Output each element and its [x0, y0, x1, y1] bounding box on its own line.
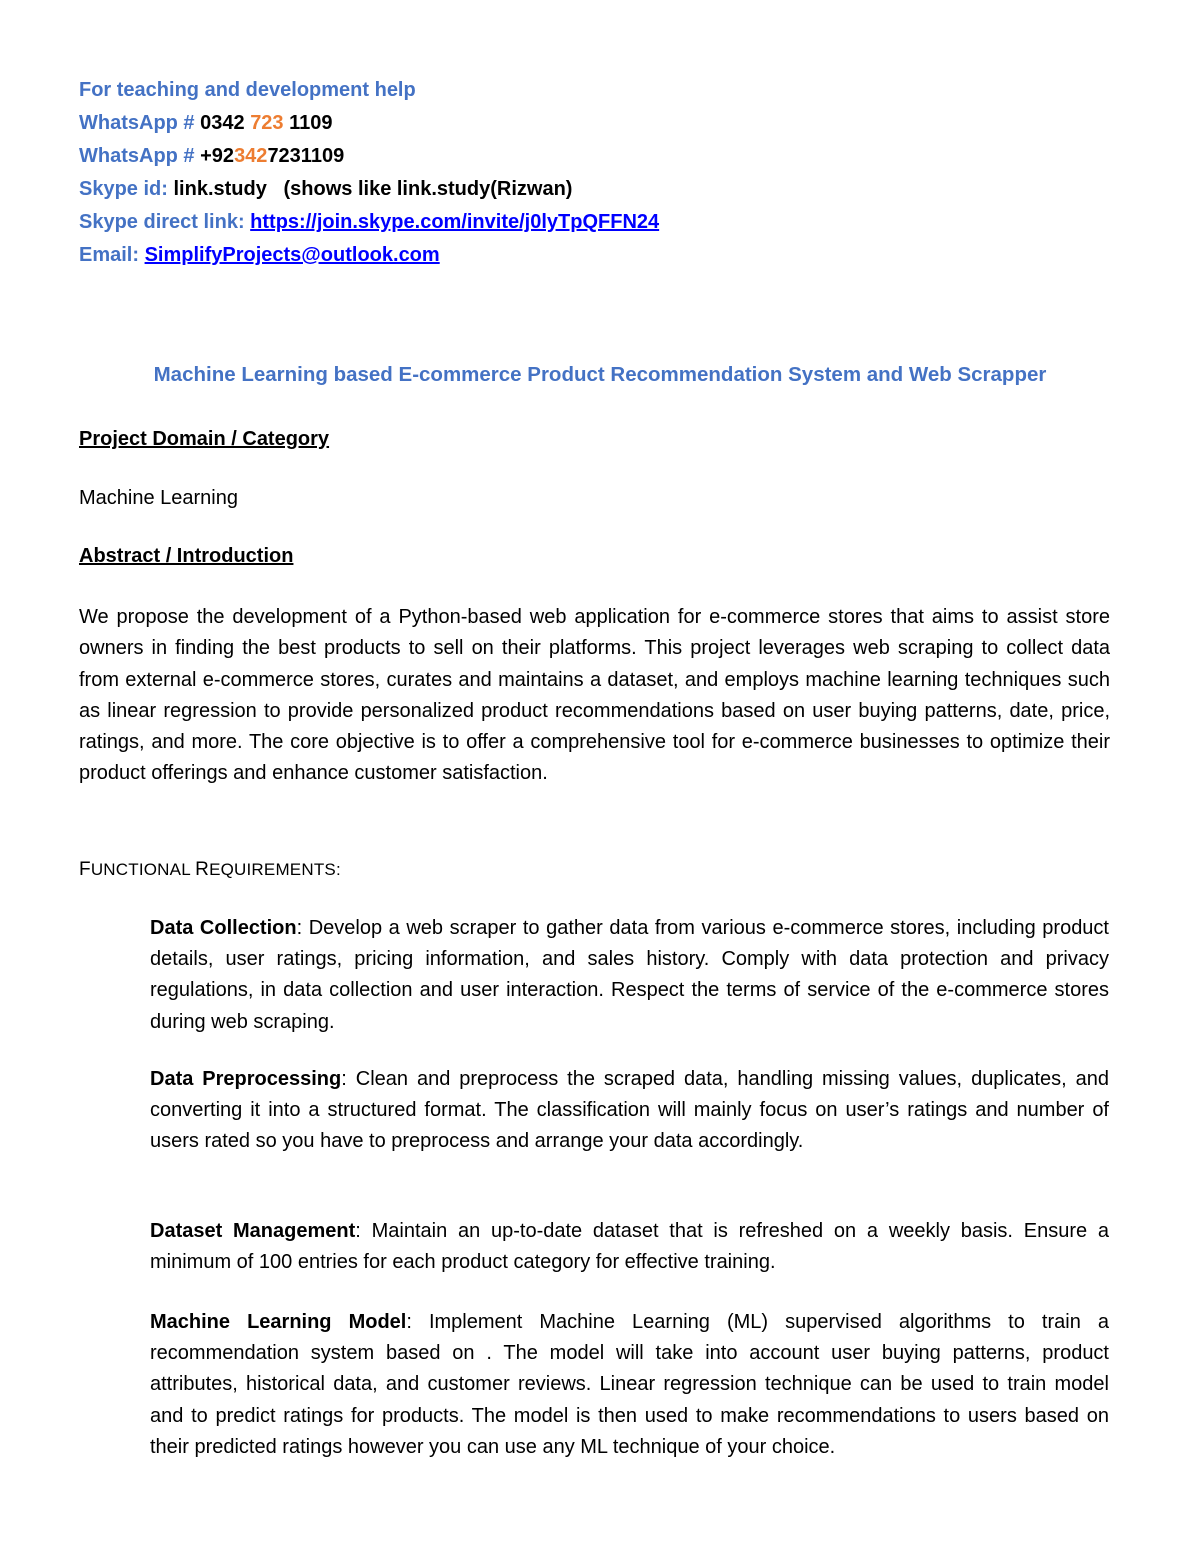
requirement-name: Machine Learning Model: [150, 1311, 407, 1333]
email-label: Email:: [79, 244, 145, 266]
skype-link-line: [79, 206, 659, 239]
skype-id-line: [79, 173, 659, 206]
abstract-heading: Abstract / Introduction: [79, 545, 294, 567]
whatsapp-number-part: 0342: [200, 112, 251, 134]
whatsapp-line-2: [79, 140, 659, 173]
whatsapp-number-part: 7231109: [267, 145, 345, 167]
requirement-text: : Develop a web scraper to gather data from various e-commerce stores, including product details, user ratings, pricing information, and sales history. Comply with data protection and privacy regulations, in data collection and user interaction. Respect the terms of service of the e-commerce stores during web scraping.: [150, 917, 1109, 1033]
abstract-paragraph: We propose the development of a Python-based web application for e-commerce stores that aims to assist store owners in finding the best products to sell on their platforms. This project leverages web scraping to collect data from external e-commerce stores, curates and maintains a dataset, and employs machine learning techniques such as linear regression to provide personalized product recommendations based on user buying patterns, date, price, ratings, and more. The core objective is to offer a comprehensive tool for e-commerce businesses to optimize their product offerings and enhance customer satisfaction.: [79, 606, 1110, 785]
whatsapp-number-part: 342: [234, 145, 268, 167]
requirement-name: Dataset Management: [150, 1220, 356, 1242]
requirement-name: Data Preprocessing: [150, 1068, 342, 1090]
domain-value: Machine Learning: [79, 487, 238, 509]
requirement-item: [150, 1307, 1109, 1463]
document-title: Machine Learning based E-commerce Product Recommendation System and Web Scrapper: [153, 363, 1047, 386]
requirement-item: [150, 1064, 1109, 1158]
whatsapp-number-part: 723: [250, 112, 284, 134]
heading-initial: F: [79, 859, 91, 880]
email-line: [79, 239, 659, 272]
heading-rest: EQUIREMENTS:: [209, 860, 341, 879]
requirement-text: : Maintain an up-to-date dataset that is refreshed on a weekly basis. Ensure a minimum of 100 entries for each product category for effective training.: [150, 1220, 1109, 1274]
contact-block: [79, 74, 659, 272]
requirement-item: [150, 913, 1109, 1038]
whatsapp-number-part: 1109: [283, 112, 333, 134]
requirement-text: : Clean and preprocess the scraped data, handling missing values, duplicates, and converting it into a structured format. The classification will mainly focus on user’s ratings and number of users rated so you have to preprocess and arrange your data accordingly.: [150, 1068, 1109, 1153]
functional-requirements-heading: [79, 859, 341, 881]
whatsapp-number-part: +92: [200, 145, 235, 167]
whatsapp-label: WhatsApp #: [79, 112, 201, 134]
skype-id-value: link.study (shows like link.study(Rizwan): [173, 178, 573, 200]
requirement-name: Data Collection: [150, 917, 297, 939]
domain-heading: Project Domain / Category: [79, 428, 330, 450]
requirement-item: [150, 1216, 1109, 1278]
whatsapp-label: WhatsApp #: [79, 145, 201, 167]
requirement-text: : Implement Machine Learning (ML) supervised algorithms to train a recommendation system based on . The model will take into account user buying patterns, product attributes, historical data, and customer reviews. Linear regression technique can be used to train model and to predict ratings for products. The model is then used to make recommendations to users based on their predicted ratings however you can use any ML technique of your choice.: [150, 1311, 1109, 1458]
whatsapp-line-1: [79, 107, 659, 140]
email-link[interactable]: SimplifyProjects@outlook.com: [144, 244, 440, 266]
skype-direct-link[interactable]: https://join.skype.com/invite/j0lyTpQFFN24: [250, 211, 660, 233]
skype-link-label: Skype direct link:: [79, 211, 251, 233]
teaching-help-line: For teaching and development help: [79, 79, 416, 101]
heading-rest: UNCTIONAL: [90, 860, 196, 879]
skype-id-label: Skype id:: [79, 178, 174, 200]
heading-initial: R: [195, 859, 210, 880]
